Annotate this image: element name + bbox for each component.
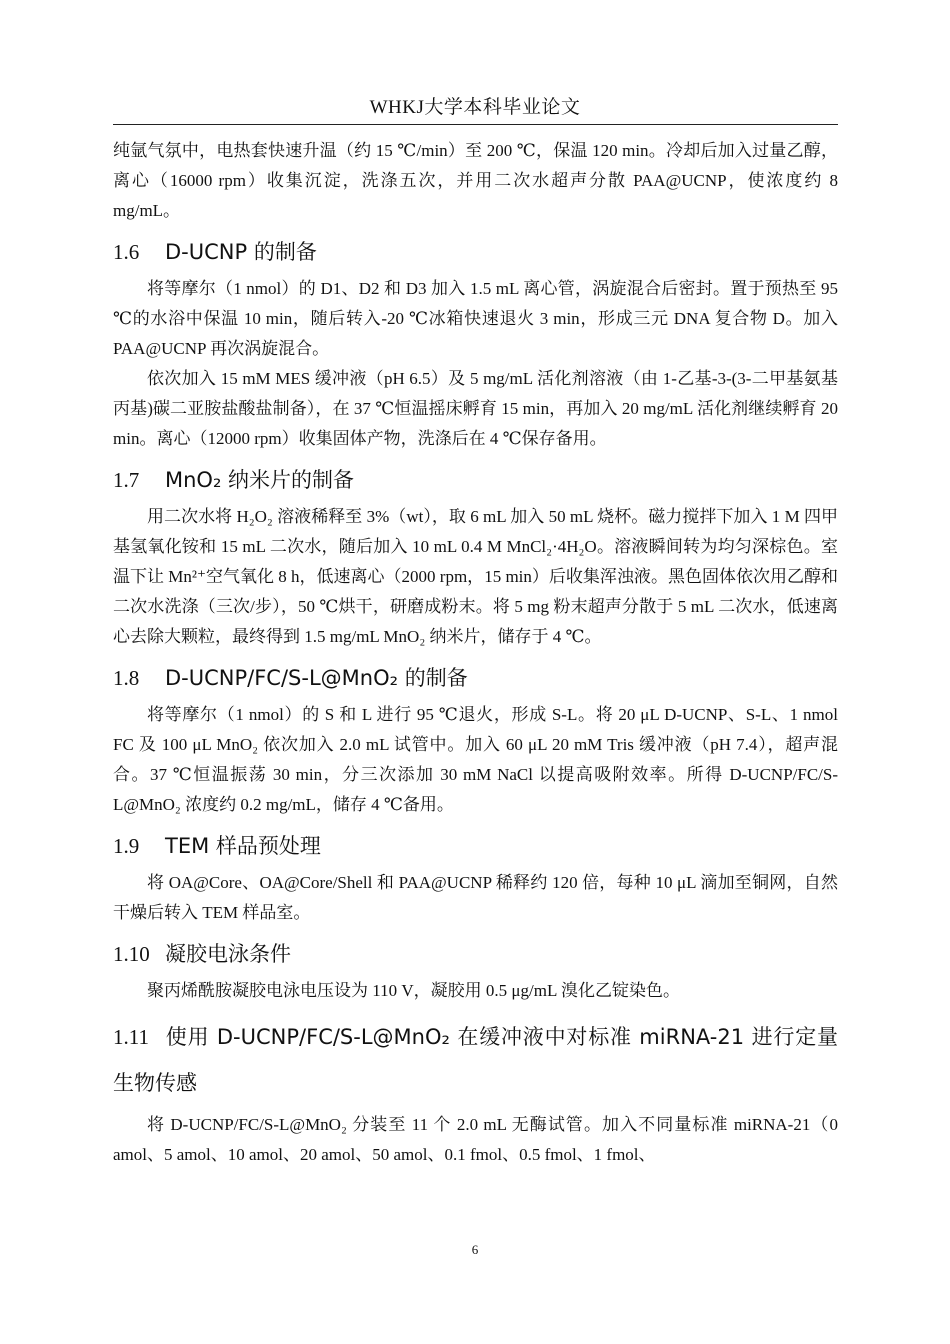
section-number: 1.7	[113, 468, 140, 492]
paragraph: 依次加入 15 mM MES 缓冲液（pH 6.5）及 5 mg/mL 活化剂溶液（由 1-乙基-3-(3-二甲基氨基丙基)碳二亚胺盐酸盐制备），在 37 ℃恒温摇床孵育 15 min，再加入 20 mg/mL 活化剂继续孵育 20 min。离心（12000 rpm）收集固体产物，洗涤后在 4 ℃保存备用。	[113, 369, 838, 448]
page-header: WHKJ大学本科毕业论文	[369, 97, 581, 118]
section-title: MnO₂ 纳米片的制备	[165, 468, 355, 492]
body-content	[113, 136, 838, 1170]
section-title: 凝胶电泳条件	[165, 942, 291, 966]
paragraph: 将 D-UCNP/FC/S-L@MnO₂ 分装至 11 个 2.0 mL 无酶试管。加入不同量标准 miRNA-21（0 amol、5 amol、10 amol、20 amol、50 amol、0.1 fmol、0.5 fmol、1 fmol、	[113, 1115, 838, 1164]
header-divider	[113, 124, 838, 125]
section-number: 1.11	[113, 1025, 149, 1049]
section-number: 1.10	[113, 942, 150, 966]
section-heading	[113, 936, 838, 972]
section-title: 使用 D-UCNP/FC/S-L@MnO₂ 在缓冲液中对标准 miRNA-21 进行定量生物传感	[113, 1025, 838, 1095]
section-heading	[113, 828, 838, 864]
section-title: TEM 样品预处理	[165, 834, 321, 858]
paragraph: 将 OA@Core、OA@Core/Shell 和 PAA@UCNP 稀释约 120 倍，每种 10 μL 滴加至铜网，自然干燥后转入 TEM 样品室。	[113, 873, 838, 922]
paragraph: 用二次水将 H₂O₂ 溶液稀释至 3%（wt），取 6 mL 加入 50 mL 烧杯。磁力搅拌下加入 1 M 四甲基氢氧化铵和 15 mL 二次水，随后加入 10 mL 0.4 M MnCl₂·4H₂O。溶液瞬间转为均匀深棕色。室温下让 Mn²⁺空气氧化 8 h，低速离心（2000 rpm，15 min）后收集浑浊液。黑色固体依次用乙醇和二次水洗涤（三次/步），50 ℃烘干，研磨成粉末。将 5 mg 粉末超声分散于 5 mL 二次水，低速离心去除大颗粒，最终得到 1.5 mg/mL MnO₂ 纳米片，储存于 4 ℃。	[113, 507, 838, 646]
paragraph: 纯氩气氛中，电热套快速升温（约 15 ℃/min）至 200 ℃，保温 120 min。冷却后加入过量乙醇，离心（16000 rpm）收集沉淀，洗涤五次，并用二次水超声分散 PAA@UCNP，使浓度约 8 mg/mL。	[113, 141, 838, 220]
paragraph: 将等摩尔（1 nmol）的 S 和 L 进行 95 ℃退火，形成 S-L。将 20 μL D-UCNP、S-L、1 nmol FC 及 100 μL MnO₂ 依次加入 2.0 mL 试管中。加入 60 μL 20 mM Tris 缓冲液（pH 7.4），超声混合。37 ℃恒温振荡 30 min，分三次添加 30 mM NaCl 以提高吸附效率。所得 D-UCNP/FC/S-L@MnO₂ 浓度约 0.2 mg/mL，储存 4 ℃备用。	[113, 705, 838, 814]
section-title: D-UCNP/FC/S-L@MnO₂ 的制备	[165, 666, 468, 690]
section-heading	[113, 1014, 838, 1106]
section-number: 1.9	[113, 834, 140, 858]
section-number: 1.6	[113, 240, 140, 264]
section-heading	[113, 234, 838, 270]
paragraph: 将等摩尔（1 nmol）的 D1、D2 和 D3 加入 1.5 mL 离心管，涡旋混合后密封。置于预热至 95 ℃的水浴中保温 10 min，随后转入-20 ℃冰箱快速退火 3 min，形成三元 DNA 复合物 D。加入 PAA@UCNP 再次涡旋混合。	[113, 279, 838, 358]
page-number: 6	[471, 1242, 479, 1257]
paragraph: 聚丙烯酰胺凝胶电泳电压设为 110 V，凝胶用 0.5 μg/mL 溴化乙锭染色。	[147, 981, 680, 1000]
section-title: D-UCNP 的制备	[165, 240, 317, 264]
section-heading	[113, 462, 838, 498]
section-number: 1.8	[113, 666, 140, 690]
section-heading	[113, 660, 838, 696]
